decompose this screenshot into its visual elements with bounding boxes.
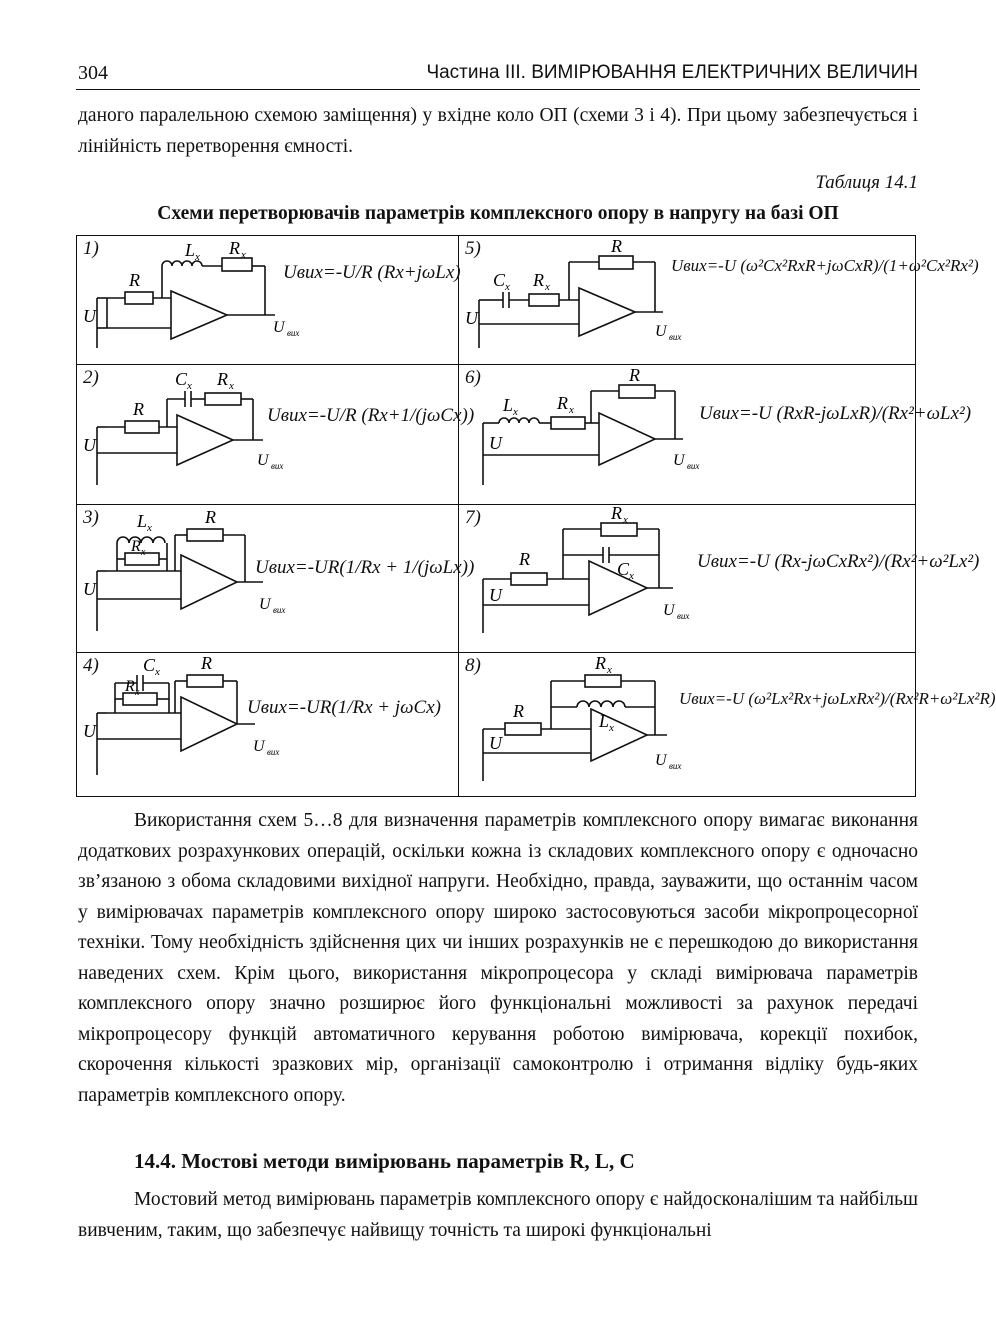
svg-text:R: R <box>629 365 640 385</box>
svg-text:L: L <box>503 395 514 415</box>
svg-text:x: x <box>195 251 200 263</box>
svg-text:вих: вих <box>271 461 284 471</box>
svg-text:вих: вих <box>687 461 700 471</box>
svg-text:x: x <box>623 514 628 526</box>
svg-text:x: x <box>229 380 234 392</box>
scheme-formula: Uвих=-U/R (Rx+1/(jωCx)) <box>267 405 475 426</box>
section-paragraph: Мостовий метод вимірювань параметрів комплексного опору є найдосконалішим та найбільш вивченим, таким, що забезпечує найвищу точність та широкі функціональні <box>78 1189 918 1241</box>
svg-text:x: x <box>135 687 140 698</box>
svg-text:U: U <box>655 752 667 769</box>
svg-text:U: U <box>663 602 675 619</box>
scheme-formula: Uвих=-U (ω²Lx²Rx+jωLxRx²)/(Rx²R+ω²Lx²R) <box>679 689 996 708</box>
schemes-table <box>76 235 996 797</box>
svg-text:x: x <box>609 722 614 734</box>
svg-text:L: L <box>185 240 196 260</box>
svg-text:x: x <box>187 380 192 392</box>
scheme-cell-1 <box>77 236 461 364</box>
svg-text:вих: вих <box>677 611 690 621</box>
svg-text:x: x <box>569 404 574 416</box>
svg-text:R: R <box>595 653 606 673</box>
header-rule <box>76 89 920 90</box>
svg-text:U: U <box>273 319 285 336</box>
svg-text:U: U <box>465 308 478 328</box>
circuit-diagram-2 <box>77 365 284 504</box>
svg-text:U: U <box>655 323 667 340</box>
circuit-diagram-7 <box>459 505 699 652</box>
circuit-diagram-6 <box>459 365 700 504</box>
svg-text:U: U <box>83 579 96 599</box>
svg-text:R: R <box>129 270 140 290</box>
svg-text:x: x <box>545 281 550 293</box>
circuit-diagram-4 <box>77 653 280 796</box>
svg-text:U: U <box>253 738 265 755</box>
svg-text:R: R <box>611 503 622 523</box>
scheme-cell-5 <box>459 236 979 364</box>
svg-text:вих: вих <box>669 761 682 771</box>
svg-text:R: R <box>205 507 216 527</box>
body-paragraph: Використання схем 5…8 для визначення параметрів комплексного опору вимагає виконання додаткових розрахункових операцій, оскільки кожна із складових комплексного опору є одночасно зв’язаною з обома складовими вихідної напруги. Необхідно, правда, зауважити, що останнім часом у вимірювачах параметрів комплексного опору широко застосовуються засоби мікропроцесорної техніки. Тому необхідність здійснення цих чи інших розрахунків не є перешкодою до використання наведених схем. Крім цього, використання мікропроцесора у складі вимірювача параметрів комплексного опору значно розширює його функціональні можливості за рахунок передачі мікропроцесору функцій автоматичного керування роботою вимірювача, корекції похибок, скорочення кількості зразкових мір, організації самоконтролю і отримання відліку будь-яких параметрів комплексного опору. <box>78 810 918 1106</box>
svg-text:U: U <box>257 452 269 469</box>
svg-text:U: U <box>83 435 96 455</box>
running-title: Частина ІІІ. ВИМІРЮВАННЯ ЕЛЕКТРИЧНИХ ВЕЛИЧИН <box>426 62 918 83</box>
scheme-formula: Uвих=-U (RxR-jωLxR)/(Rx²+ωLx²) <box>699 403 972 424</box>
svg-text:U: U <box>259 596 271 613</box>
scheme-formula: Uвих=-U/R (Rx+jωLx) <box>283 262 461 283</box>
svg-text:C: C <box>493 270 506 290</box>
scheme-cell-3 <box>77 505 475 652</box>
svg-text:x: x <box>505 281 510 293</box>
svg-text:U: U <box>673 452 685 469</box>
svg-text:R: R <box>133 399 144 419</box>
scheme-number: 2) <box>83 367 99 388</box>
svg-text:вих: вих <box>267 747 280 757</box>
svg-text:U: U <box>489 733 502 753</box>
svg-text:U: U <box>83 721 96 741</box>
circuit-diagram-1 <box>77 236 300 364</box>
svg-text:R: R <box>513 701 524 721</box>
svg-text:x: x <box>147 522 152 534</box>
svg-text:L: L <box>599 711 610 731</box>
table-title: Схеми перетворювачів параметрів комплексного опору в напругу на базі ОП <box>157 203 839 224</box>
scheme-number: 5) <box>465 238 481 259</box>
circuit-diagram-8 <box>459 653 689 796</box>
page-number: 304 <box>78 62 108 84</box>
svg-text:x: x <box>241 249 246 261</box>
svg-text:C: C <box>617 559 630 579</box>
svg-text:x: x <box>629 570 634 582</box>
svg-text:R: R <box>519 549 530 569</box>
table-caption: Таблиця 14.1 <box>815 172 918 193</box>
svg-text:x: x <box>155 666 160 678</box>
svg-text:R: R <box>533 270 544 290</box>
svg-text:R: R <box>557 393 568 413</box>
svg-text:x: x <box>141 547 146 558</box>
circuit-diagram-5 <box>459 236 682 364</box>
scheme-cell-4 <box>77 653 458 796</box>
scheme-formula: Uвих=-U (ω²Cx²RxR+jωCxR)/(1+ω²Cx²Rx²) <box>671 256 979 275</box>
svg-text:L: L <box>137 511 148 531</box>
svg-text:U: U <box>489 585 502 605</box>
svg-text:R: R <box>131 538 141 555</box>
scheme-formula: Uвих=-UR(1/Rx + jωCx) <box>247 697 441 718</box>
scheme-formula: Uвих=-U (Rx-jωCxRx²)/(Rx²+ω²Lx²) <box>697 551 980 572</box>
scheme-number: 8) <box>465 655 481 676</box>
svg-text:R: R <box>125 678 135 695</box>
svg-text:вих: вих <box>273 605 286 615</box>
svg-text:R: R <box>611 236 622 256</box>
svg-text:вих: вих <box>287 328 300 338</box>
circuit-diagram-3 <box>77 505 286 652</box>
svg-text:x: x <box>607 664 612 676</box>
scheme-number: 4) <box>83 655 99 676</box>
scheme-cell-7 <box>459 503 980 652</box>
scheme-number: 3) <box>83 507 99 528</box>
scheme-cell-8 <box>459 653 996 796</box>
svg-text:C: C <box>143 655 156 675</box>
svg-text:R: R <box>217 369 228 389</box>
scheme-formula: Uвих=-UR(1/Rx + 1/(jωLx)) <box>255 557 475 578</box>
scheme-number: 1) <box>83 238 99 259</box>
svg-text:U: U <box>489 433 502 453</box>
scheme-cell-6 <box>459 365 972 504</box>
scheme-cell-2 <box>77 365 475 504</box>
svg-text:R: R <box>201 653 212 673</box>
scheme-number: 6) <box>465 367 481 388</box>
section-heading: 14.4. Мостові методи вимірювань параметрів R, L, C <box>134 1149 635 1173</box>
scheme-number: 7) <box>465 507 481 528</box>
svg-text:x: x <box>513 406 518 418</box>
intro-paragraph: даного паралельною схемою заміщення) у вхідне коло ОП (схеми 3 і 4). При цьому забезпечується і лінійність перетворення ємності. <box>78 105 918 157</box>
svg-text:вих: вих <box>669 332 682 342</box>
svg-text:R: R <box>229 238 240 258</box>
svg-text:C: C <box>175 369 188 389</box>
svg-text:U: U <box>83 306 96 326</box>
